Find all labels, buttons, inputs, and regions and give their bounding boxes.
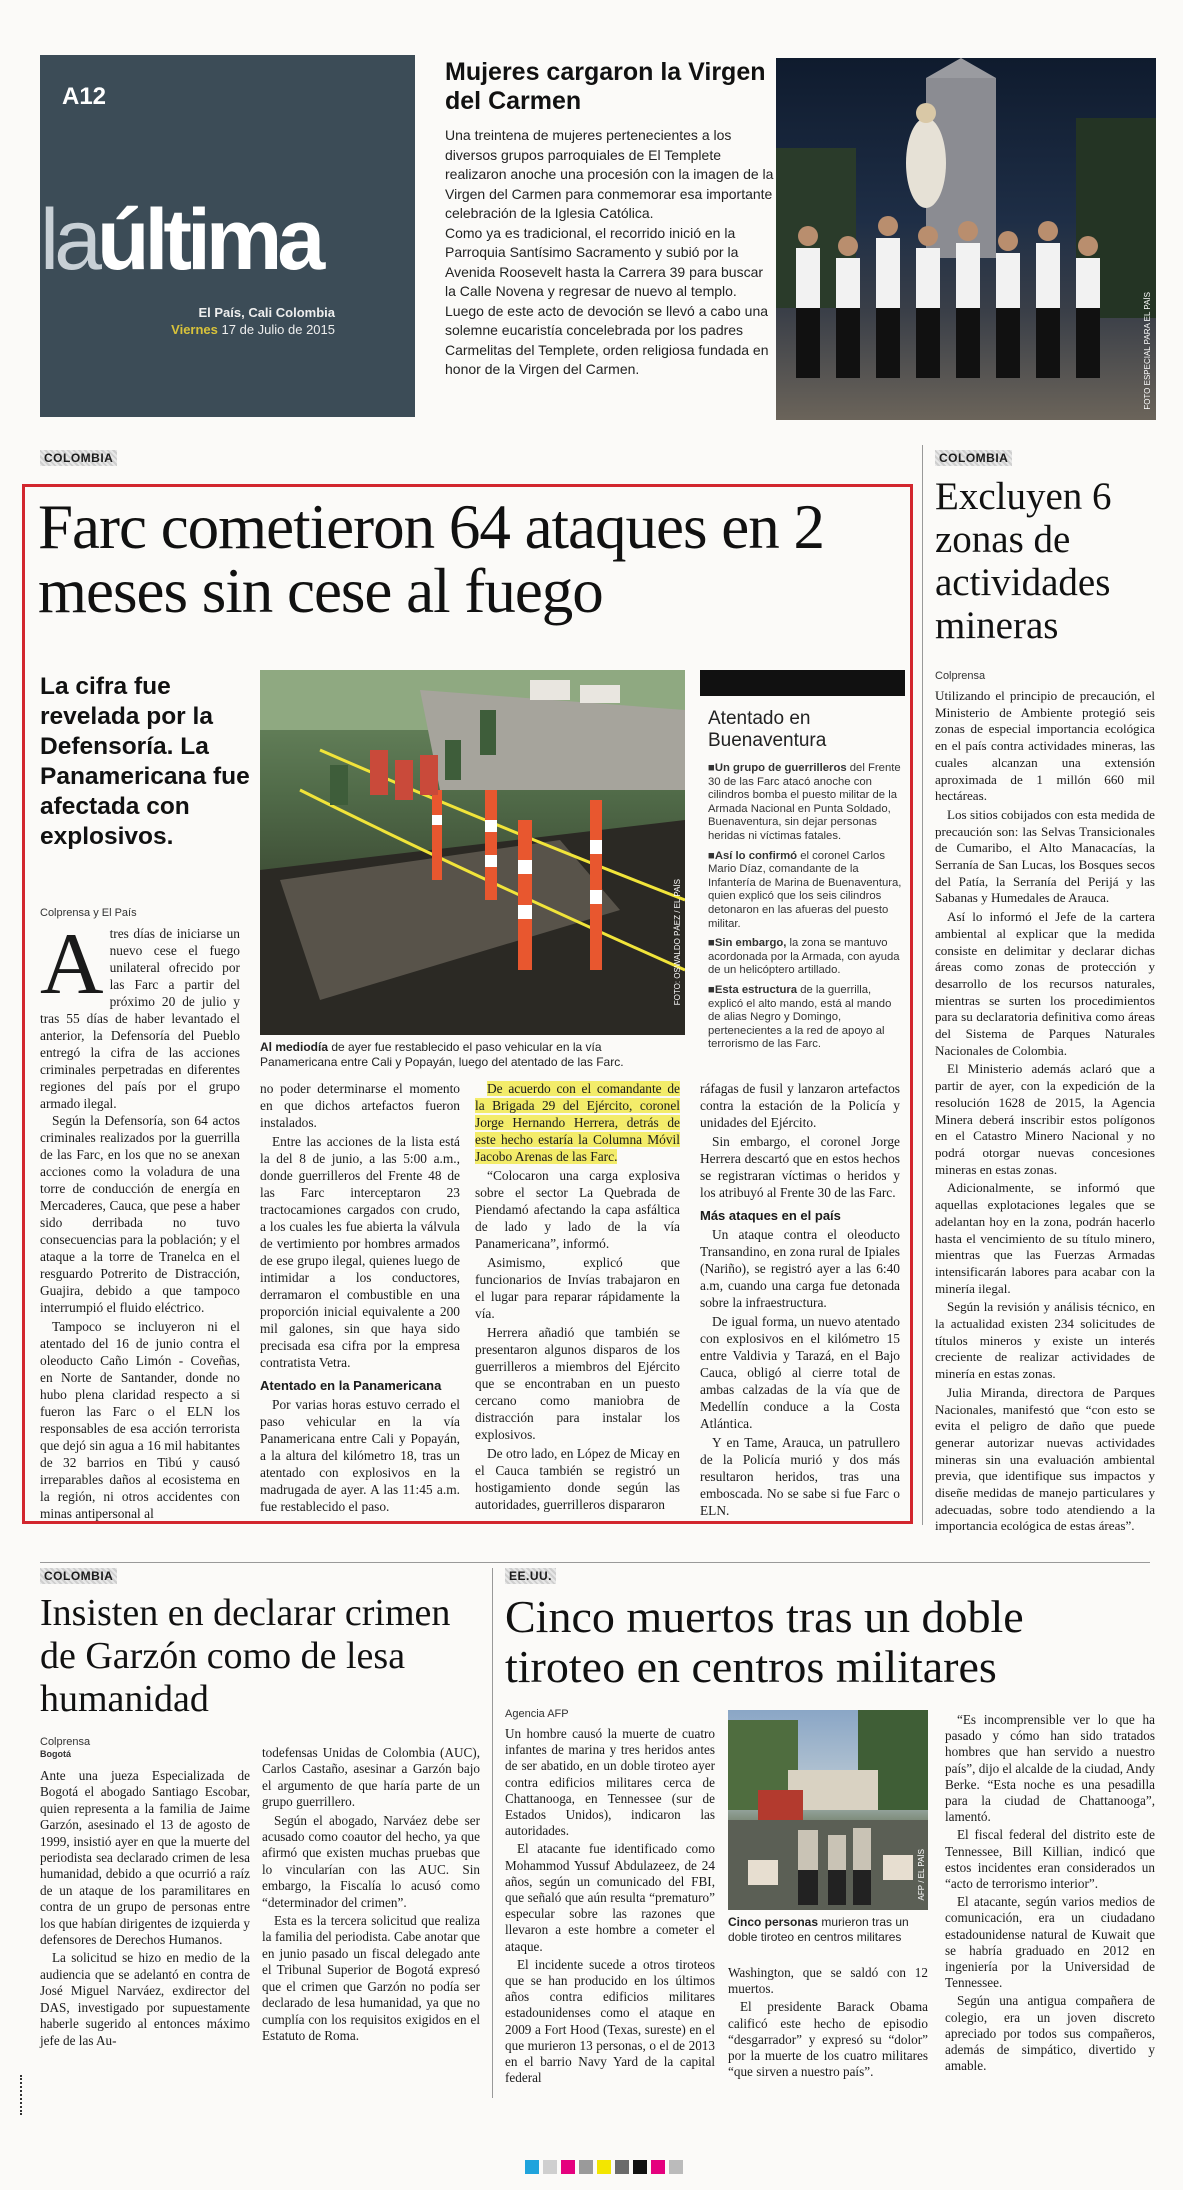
main-paragraph: Herrera añadió que también se presentaron algunos disparos de los guerrilleros a miembros del Ejército que se encontraban en un puesto cercano como maniobra de distracción para instalar los explosivos. [475, 1325, 680, 1442]
main-paragraph: ráfagas de fusil y lanzaron artefactos contra la estación de la Policía y unidades del Ejército. [700, 1081, 900, 1130]
publication: El País, Cali Colombia [198, 305, 335, 320]
main-paragraph: Entre las acciones de la lista está la del 8 de junio, a las 5:00 a.m., donde guerrilleros del Frente 48 de las Farc interceptaron 23 tractocamiones cargados con crudo, a los cuales les fue abierta la válvula de vertimiento por hombres armados de ese grupo ilegal, quienes luego de intimidar a los conductores, derramaron el combustible en una proporción inicial equivalente a 200 mil galones, sin que haya sido precisada esa cifra por la empresa contratista Vetra. [260, 1134, 460, 1370]
main-photo-caption [260, 1040, 670, 1070]
usa-column-2 [728, 1965, 928, 2082]
page-number: A12 [62, 83, 107, 110]
main-subhead: Atentado en la Panamericana [260, 1378, 442, 1393]
usa-paragraph: “Es incomprensible ver lo que ha pasado y cómo han sido tratados hombres que han servido a nuestro país”, dijo el alcalde de la ciudad, Andy Berke. “Esta noche es una pesadilla para la ciudad de Chattanooga”, lamentó. [945, 1712, 1155, 1825]
mining-paragraph: Adicionalmente, se informó que aquellas explotaciones legales que se adelantan hoy en la zona, podrán hacerlo hasta el vencimiento de su título minero, mientras que las Fuerzas Armadas intensificarán labores para acabar con la minería ilegal. [935, 1180, 1155, 1296]
mining-paragraph: Julia Miranda, directora de Parques Nacionales, manifestó que “con esto se evita el peligro de daño que puede generar autorizar nuevas actividades mineras sin una evaluación ambiental previa, que identifique sus impactos y diseñe medidas de manejo particulares y adecuadas, sobre todo atendiendo a la importancia ecológica de estas áreas”. [935, 1384, 1155, 1534]
mining-paragraph: Así lo informó el Jefe de la cartera ambiental al explicar que la medida consiste en delimitar y declarar dichas áreas como zonas de protección y desarrollo de los recursos naturales, mientras se surten los procedimientos para su declaratoria definitiva como áreas del Sistema de Parques Naturales Nacionales de Colombia. [935, 909, 1155, 1058]
main-column-4 [700, 1080, 900, 1521]
registration-swatch [615, 2160, 629, 2174]
caption-text: de ayer fue restablecido el paso vehicular en la vía Panamericana entre Cali y Popayán, luego del atentado de las Farc. [260, 1040, 624, 1069]
usa-paragraph: Washington, que se saldó con 12 muertos. [728, 1965, 928, 1997]
main-paragraph: no poder determinarse el momento en que dichos artefactos fueron instalados. [260, 1081, 460, 1130]
main-paragraph: Por varias horas estuvo cerrado el paso vehicular en la vía Panamericana entre Cali y Popayán, a la altura del kilómetro 18, tras un atentado con explosivos en la madrugada de ayer. A las 11:45 a.m. fue restablecido el paso. [260, 1397, 460, 1514]
registration-swatch [669, 2160, 683, 2174]
main-paragraph: De igual forma, un nuevo atentado con explosivos en el kilómetro 15 entre Valdivia y Tarazá, en el Bajo Cauca, obligó al cierre total de ambas calzadas de la vía que de Medellín conduce a la Costa Atlántica. [700, 1314, 900, 1431]
usa-paragraph: Un hombre causó la muerte de cuatro infantes de marina y tres heridos antes de ser abatido, en un doble tiroteo ayer contra edificios militares cerca de Chattanooga, en Tennessee (sur de Estados Unidos), indicaron las autoridades. [505, 1726, 715, 1839]
section-rule [40, 1562, 1150, 1563]
date-day: Viernes [171, 322, 218, 337]
mining-kicker: COLOMBIA [935, 450, 1012, 466]
usa-photo [728, 1710, 928, 1910]
usa-caption-text: murieron tras un doble tiroteo en centros militares [728, 1915, 909, 1944]
registration-swatch [543, 2160, 557, 2174]
garzon-paragraph: La solicitud se hizo en medio de la audiencia que se adelantó en contra de José Miguel Narváez, exdirector del DAS, investigado por supuestamente haberle sugerido al entonces máximo jefe de las Au- [40, 1950, 250, 2048]
edition-date [171, 322, 335, 337]
sidebar-box [700, 670, 905, 1058]
main-column-1 [40, 916, 240, 1524]
main-paragraph: Un ataque contra el oleoducto Transandino, en zona rural de Ipiales (Nariño), se registró ayer a las 6:40 a.m, cuando una carga fue detonada sobre la infraestructura. [700, 1227, 900, 1310]
garzon-byline-city: Bogotá [40, 1749, 71, 1759]
memorial-illustration [728, 1710, 928, 1910]
section-name: última [96, 192, 321, 288]
registration-marks [525, 2160, 683, 2174]
registration-swatch [651, 2160, 665, 2174]
usa-caption-lead: Cinco personas [728, 1915, 819, 1929]
usa-paragraph: El atacante, según varios medios de comunicación, era un ciudadano estadounidense natural de Kuwait que se habría graduado en 2012 en ingeniería por la Universidad de Tennessee. [945, 1894, 1155, 1991]
usa-paragraph: El presidente Barack Obama calificó este hecho de episodio “desgarrador” y expresó su “dolor” por la muerte de los cuatro militares “que sirven a nuestro país”. [728, 1999, 928, 2080]
brief-photo-credit: FOTO ESPECIAL PARA EL PAÍS [1143, 292, 1152, 410]
sidebar-bar [700, 670, 905, 696]
garzon-paragraph: Esta es la tercera solicitud que realiza la familia del periodista. Cabe anotar que en junio pasado un fiscal delegado ante el Tribunal Superior de Bogotá expresó que el crimen que Garzón no podía ser declarado de lesa humanidad, ya que no cumplía con los requisitos exigidos en el Estatuto de Roma. [262, 1913, 480, 2043]
main-paragraph: Asimismo, explicó que funcionarios de Invías trabajaron en el lugar para reparar rápidamente la vía. [475, 1255, 680, 1321]
usa-paragraph: El fiscal federal del distrito este de Tennessee, Bill Killian, indicó que estos incidentes eran considerados un “acto de terrorismo interior”. [945, 1827, 1155, 1892]
registration-swatch [561, 2160, 575, 2174]
mining-paragraph: Utilizando el principio de precaución, el Ministerio de Ambiente protegió seis zonas de especial importancia ecológica en el país contra actividades mineras, las cuales alcanzan una extensión aproximada de 1 millón 660 mil hectáreas. [935, 688, 1155, 804]
usa-photo-credit: AFP / EL PAÍS [917, 1848, 926, 1900]
main-paragraph: Y en Tame, Arauca, un patrullero de la Policía murió y dos más resultaron heridos, tras una emboscada. No se sabe si fue Farc o ELN. [700, 1435, 900, 1518]
main-paragraph: Tampoco se incluyeron ni el atentado del 16 de junio contra el oleoducto Caño Limón - Coveñas, en Norte de Santander, donde no hubo plena claridad respecto a si fueron las Farc o el ELN los responsables de esa acción terrorista que dejó sin agua a 16 mil habitantes de 32 barrios en Tibú y causó irreparables daños al ecosistema en la región, ni otros accidentes con minas antipersonal al [40, 1319, 240, 1521]
trim-mark [20, 2075, 24, 2115]
registration-swatch [525, 2160, 539, 2174]
main-photo [260, 670, 685, 1035]
usa-paragraph: El incidente sucede a otros tiroteos que se han producido en los últimos años contra edificios militares estadounidenses como el ataque en 2009 a Fort Hood (Texas, sureste) en el que murieron 13 personas, o el de 2013 en el barrio Navy Yard de la capital federal [505, 1956, 715, 2086]
usa-paragraph: El atacante fue identificado como Mohammod Yussuf Abdulazeez, de 24 años, según un comunicado del FBI, que señaló que aún resulta “prematuro” especular sobre las razones que llevaron a este hombre a cometer el ataque. [505, 1841, 715, 1954]
garzon-byline-agency: Colprensa [40, 1736, 91, 1748]
section-title [40, 192, 321, 288]
garzon-paragraph: Según el abogado, Narváez debe ser acusado como coautor del hecho, ya que afirmó que existen muchas pruebas que lo vincularían con las AUC. Sin embargo, la Fiscalía lo acusó como “determinador del crimen”. [262, 1812, 480, 1910]
garzon-byline [40, 1736, 90, 1760]
sidebar-item: ■ Esta estructura de la guerrilla, explicó el alto mando, está al mando de alias Negro y Domingo, pertenecientes a la red de apoyo al terrorismo de las Farc. [708, 984, 905, 1052]
usa-kicker: EE.UU. [505, 1568, 556, 1584]
main-deck: La cifra fue revelada por la Defensoría. La Panamericana fue afectada con explosivos. [40, 673, 250, 850]
main-paragraph: De otro lado, en López de Micay en el Cauca también se registró un hostigamiento donde según las autoridades, guerrilleros dispararon [475, 1446, 680, 1512]
garzon-column-1 [40, 1768, 250, 2051]
sidebar-item: ■ Un grupo de guerrilleros del Frente 30 de las Farc atacó anoche con cilindros bomba el puesto militar de la Armada Nacional en Punta Soldado, Buenaventura, sin dejar personas heridas ni víctimas fatales. [708, 762, 905, 844]
brief-title: Mujeres cargaron la Virgen del Carmen [445, 58, 766, 115]
procession-illustration [776, 58, 1156, 420]
main-column-3 [475, 1080, 680, 1515]
section-prefix: la [40, 192, 97, 288]
registration-swatch [579, 2160, 593, 2174]
date-rest: 17 de Julio de 2015 [221, 322, 335, 337]
main-paragraph: tres días de iniciarse un nuevo cese el fuego unilateral ofrecido por las Farc a partir del próximo 20 de julio y tras 55 días de haber levantado el anterior, la Defensoría del Pueblo entregó la cifra de las acciones criminales perpetradas en diferentes regiones del país por el grupo armado ilegal. [40, 926, 240, 1111]
garzon-column-2 [262, 1745, 480, 2046]
mining-paragraph: Según la revisión y análisis técnico, en la actualidad existen 234 solicitudes de títulos mineros y existe un interés creciente de realizar actividades de minería en estas zonas. [935, 1299, 1155, 1382]
brief-article [445, 58, 775, 380]
usa-paragraph: Según una antigua compañera de colegio, era un joven discreto apreciado por todos sus compañeros, además de simpático, divertido y amable. [945, 1993, 1155, 2074]
brief-paragraph: Como ya es tradicional, el recorrido inició en la Parroquia Santísimo Sacramento y subió por la Avenida Roosevelt hasta la Carrera 39 para buscar la Calle Novena y regresar de nuevo al templo. Luego de este acto de devoción se llevó a cabo una solemne eucaristía concelebrada por los padres Carmelitas del Templete, orden religiosa fundada en honor de la Virgen del Carmen. [445, 224, 769, 377]
mining-column [935, 688, 1155, 1537]
masthead [40, 55, 415, 417]
garzon-headline: Insisten en declarar crimen de Garzón como de lesa humanidad [40, 1592, 451, 1720]
garzon-paragraph: Ante una jueza Especializada de Bogotá el abogado Santiago Escobar, quien representa a la familia de Jaime Garzón, asesinado el 13 de agosto de 1999, insistió ayer en que la muerte del periodista sea declarado crimen de lesa humanidad, debido a que ocurrió a raíz de un ataque de los paramilitares en contra de un grupo de personas entre los que habían dirigentes de izquierda y defensores de Derechos Humanos. [40, 1768, 250, 1948]
usa-column-1 [505, 1726, 715, 2088]
main-byline: Colprensa y El País [40, 907, 137, 919]
registration-swatch [597, 2160, 611, 2174]
main-paragraph: Sin embargo, el coronel Jorge Herrera descartó que en estos hechos se registraran víctimas o heridos y los atribuyó al Frente 30 de las Farc. [700, 1134, 900, 1200]
main-photo-credit: FOTO: OSWALDO PÁEZ / EL PAÍS [673, 878, 682, 1005]
dropcap: A [40, 916, 104, 1013]
caption-lead: Al mediodía [260, 1040, 329, 1054]
column-rule [492, 1568, 493, 2098]
mining-paragraph: El Ministerio además aclaró que a partir de ayer, con la expedición de la resolución 1628 de 2015, la Agencia Minera deberá inscribir estos polígonos en el Catastro Minero Nacional y no podrá otorgar nuevas concesiones mineras en estas zonas. [935, 1061, 1155, 1177]
main-kicker: COLOMBIA [40, 450, 117, 466]
usa-headline: Cinco muertos tras un doble tiroteo en centros militares [505, 1591, 1024, 1692]
main-headline: Farc cometieron 64 ataques en 2 meses sin cese al fuego [38, 492, 824, 626]
highlighted-paragraph: De acuerdo con el comandante de la Brigada 29 del Ejército, coronel Jorge Hernando Herrera, detrás de este hecho estaría la Columna Móvil Jacobo Arenas de las Farc. [475, 1081, 680, 1164]
brief-paragraph: Una treintena de mujeres pertenecientes a los diversos grupos parroquiales de El Templete realizaron anoche una procesión con la imagen de la Virgen del Carmen para conmemorar esa importante celebración de la Iglesia Católica. [445, 127, 774, 221]
mining-headline: Excluyen 6 zonas de actividades mineras [935, 475, 1112, 647]
mining-paragraph: Los sitios cobijados con esta medida de precaución son: las Selvas Transicionales de Cumaribo, el Alto Manacacías, la Serranía de San Lucas, los Bosques secos del Patía, la Serranía del Perijá y las Sabanas y Humedales de Arauca. [935, 806, 1155, 906]
main-column-2 [260, 1080, 460, 1517]
sidebar-title: Atentado en Buenaventura [708, 708, 827, 751]
main-paragraph: Según la Defensoría, son 64 actos criminales realizados por la guerrilla de las Farc, en los que no se anexan acciones como la voladura de una torre de conducción de energía en Mercaderes, Cauca, que pese a haber sido derribada no tuvo consecuencias para la población; y el ataque a la torre de Tranelca en el resguardo Potrerito de Distracción, Guajira, debido a que tampoco interrumpió el fluido eléctrico. [40, 1113, 240, 1315]
mining-byline: Colprensa [935, 670, 986, 682]
sidebar-item: ■ Sin embargo, la zona se mantuvo acordonada por la Armada, con ayuda de un helicóptero artillado. [708, 937, 905, 978]
garzon-paragraph: todefensas Unidas de Colombia (AUC), Carlos Castaño, asesinar a Garzón bajo el argumento de que haría parte de un grupo guerrillero. [262, 1745, 480, 1810]
roadblock-illustration [260, 670, 685, 1035]
usa-column-3 [945, 1712, 1155, 2076]
main-subhead: Más ataques en el país [700, 1208, 841, 1223]
main-paragraph: “Colocaron una carga explosiva sobre el sector La Quebrada de Piendamó afectando la capa asfáltica de lado y lado de la vía Panamericana”, informó. [475, 1168, 680, 1251]
procession-photo [776, 58, 1156, 420]
usa-photo-caption [728, 1915, 923, 1945]
registration-swatch [633, 2160, 647, 2174]
usa-byline: Agencia AFP [505, 1708, 569, 1720]
sidebar-item: ■ Así lo confirmó el coronel Carlos Mario Díaz, comandante de la Infantería de Marina de Buenaventura, quien explicó que los seis cilindros detonaron en las afueras del puesto militar. [708, 850, 905, 932]
column-rule [922, 445, 923, 1525]
garzon-kicker: COLOMBIA [40, 1568, 117, 1584]
